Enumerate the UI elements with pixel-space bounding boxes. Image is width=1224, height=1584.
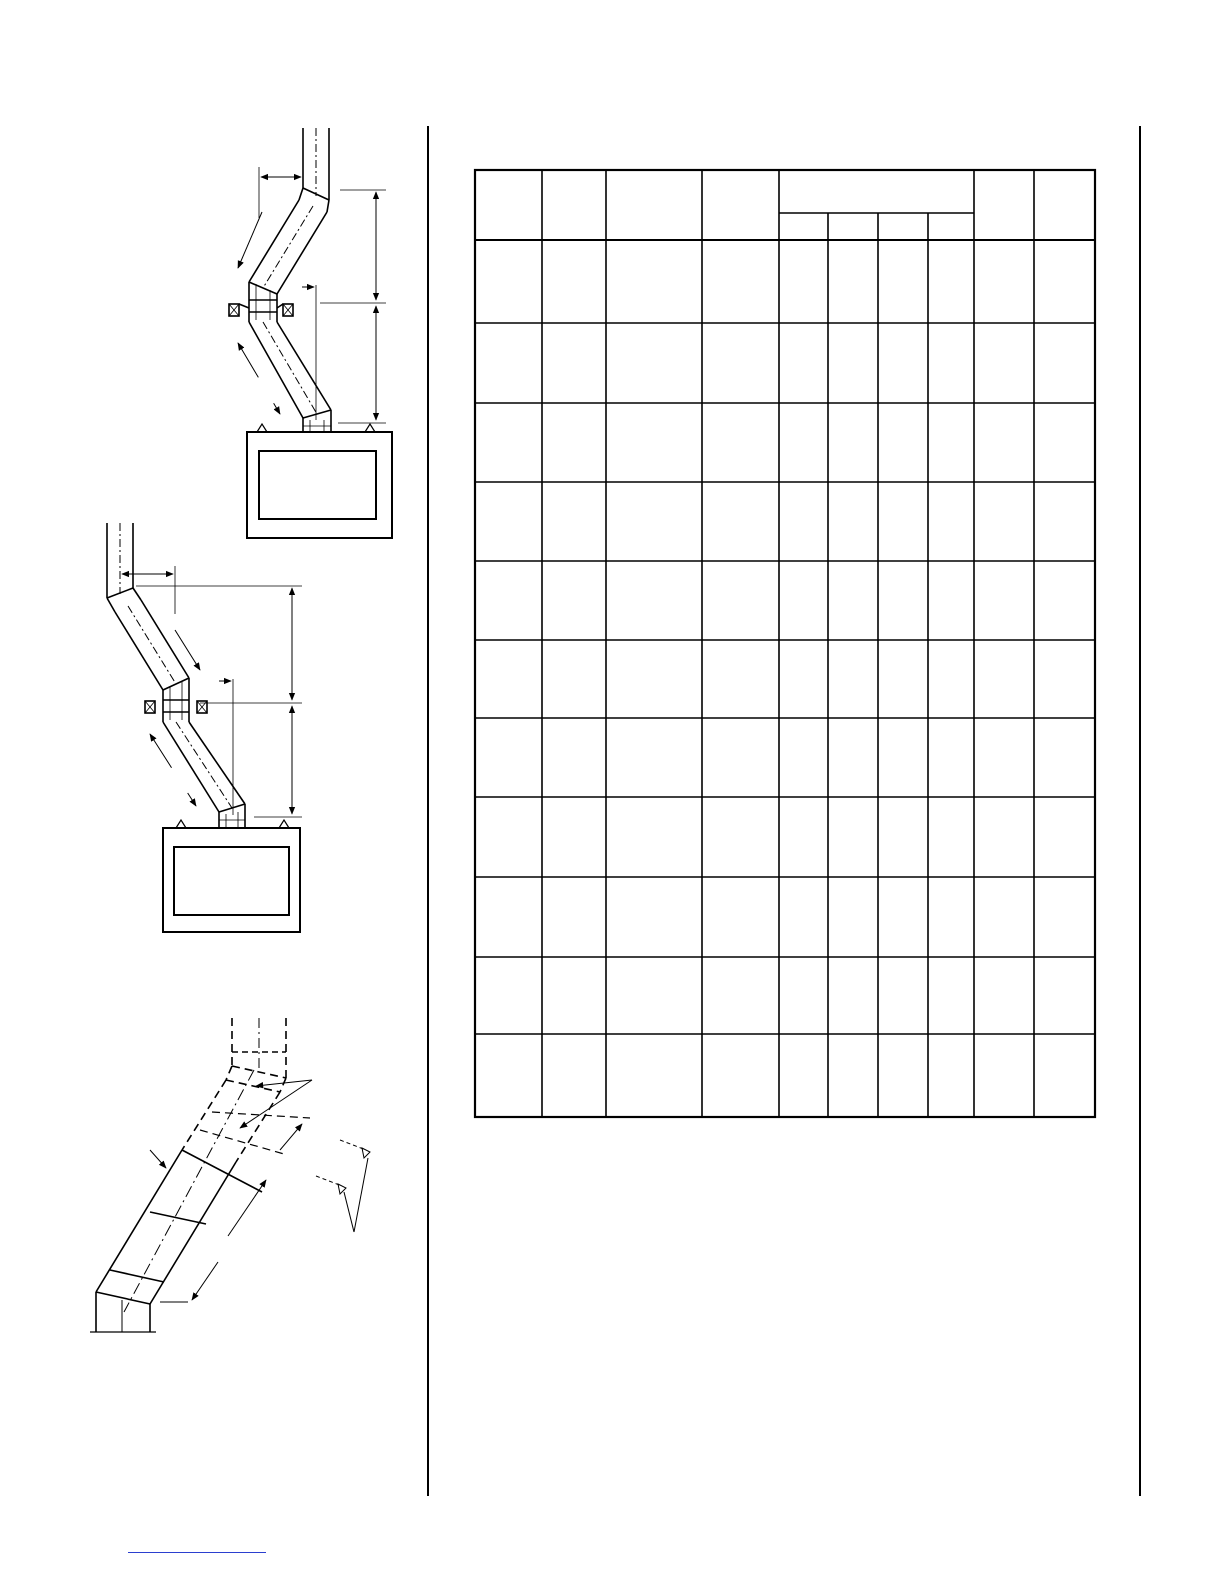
table-border	[475, 170, 1095, 1117]
footer-link-underline[interactable]	[128, 1552, 266, 1553]
